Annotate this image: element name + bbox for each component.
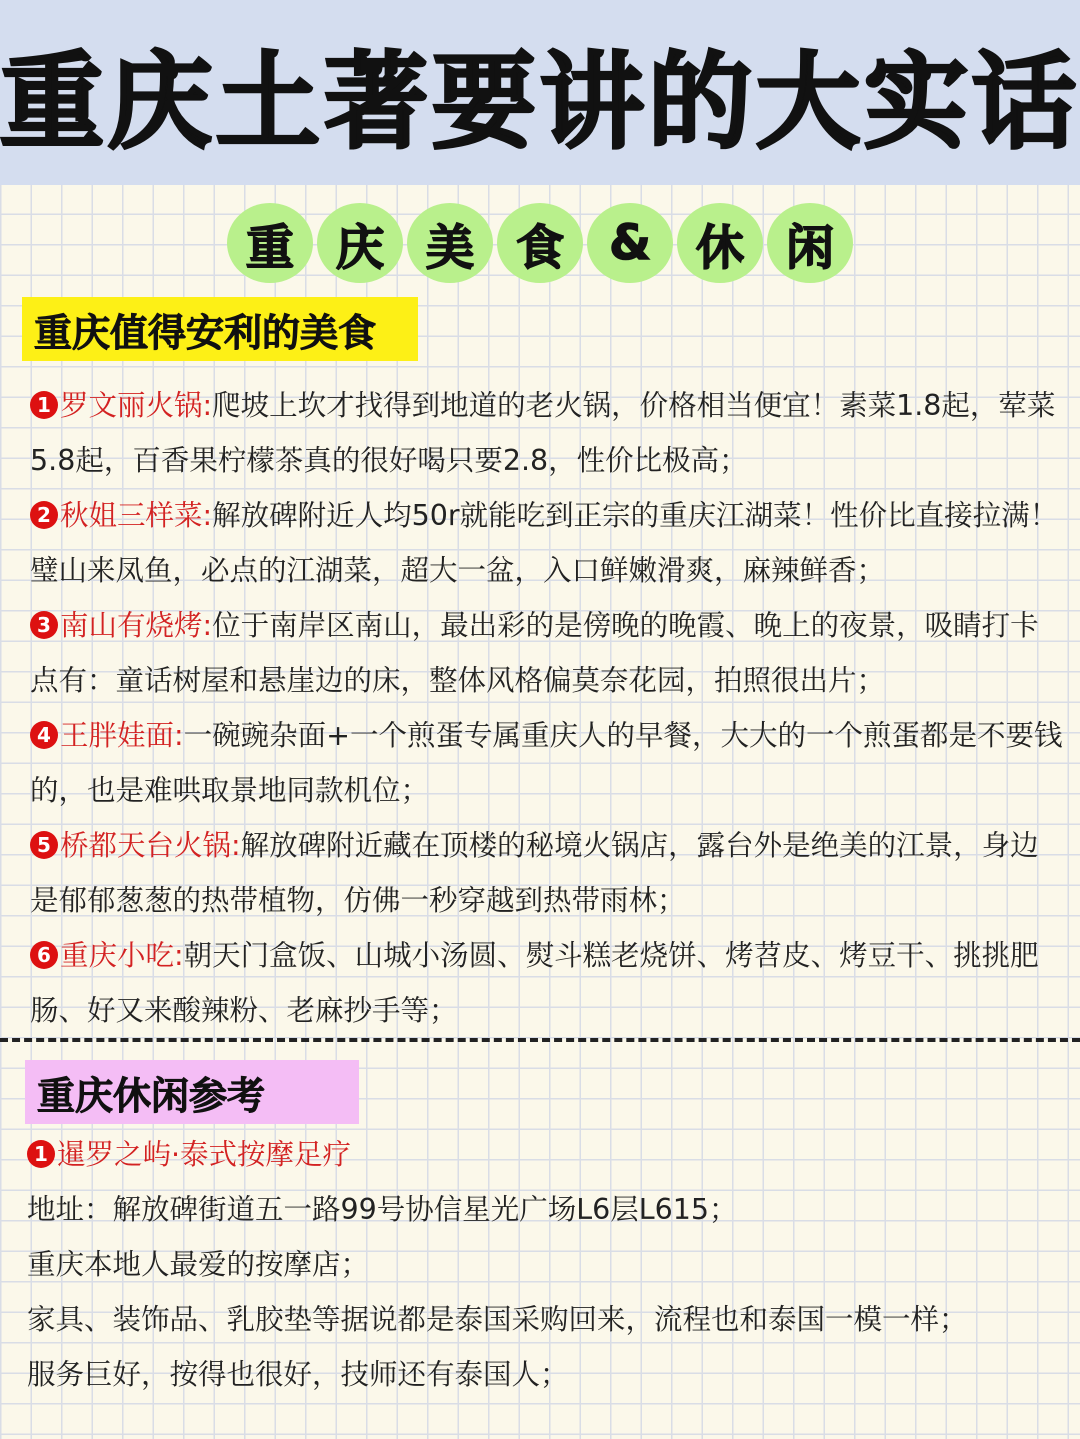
place-detail-line: 重庆本地人最爱的按摩店； [27,1248,370,1281]
list-item [30,928,1065,1038]
food-list [30,378,1065,1038]
place-detail-line: 家具、装饰品、乳胶垫等据说都是泰国采购回来，流程也和泰国一模一样； [27,1303,968,1336]
tag-pill: 重 [227,203,313,283]
topic-tags [0,203,1080,285]
restaurant-name: 王胖娃面: [60,719,184,752]
header-banner [0,0,1080,185]
list-item [30,598,1065,708]
tag-pill: 闲 [767,203,853,283]
dashed-divider [0,1038,1080,1042]
item-description: 位于南岸区南山，最出彩的是傍晚的晚霞、晚上的夜景，吸睛打卡点有：童话树屋和悬崖边的床，整体风格偏莫奈花园，拍照很出片； [30,609,1039,697]
list-item [30,488,1065,598]
number-badge: 2 [30,501,58,529]
restaurant-name: 南山有烧烤: [60,609,213,642]
tag-pill: 美 [407,203,493,283]
number-badge: 5 [30,831,58,859]
page-title: 重庆土著要讲的大实话 [0,40,1080,163]
restaurant-name: 罗文丽火锅: [60,389,213,422]
number-badge: 1 [30,391,58,419]
list-item [30,708,1065,818]
leisure-section-heading: 重庆休闲参考 [25,1060,359,1124]
restaurant-name: 重庆小吃: [60,939,184,972]
list-item [30,818,1065,928]
place-name: 暹罗之屿·泰式按摩足疗 [57,1138,352,1171]
restaurant-name: 桥都天台火锅: [60,829,241,862]
tag-pill: 休 [677,203,763,283]
list-item [30,378,1065,488]
item-description: 解放碑附近藏在顶楼的秘境火锅店，露台外是绝美的江景，身边是郁郁葱葱的热带植物，仿佛一秒穿越到热带雨林； [30,829,1039,917]
item-description: 爬坡上坎才找得到地道的老火锅，价格相当便宜！素菜1.8起，荤菜5.8起，百香果柠檬茶真的很好喝只要2.8，性价比极高； [30,389,1056,477]
number-badge: 3 [30,611,58,639]
number-badge: 4 [30,721,58,749]
item-description: 一碗豌杂面+一个煎蛋专属重庆人的早餐，大大的一个煎蛋都是不要钱的，也是难哄取景地同款机位； [30,719,1063,807]
place-detail-line: 服务巨好，按得也很好，技师还有泰国人； [27,1358,569,1391]
item-description: 解放碑附近人均50r就能吃到正宗的重庆江湖菜！性价比直接拉满！璧山来凤鱼，必点的江湖菜，超大一盆，入口鲜嫩滑爽，麻辣鲜香； [30,499,1059,587]
place-detail-line: 地址：解放碑街道五一路99号协信星光广场L6层L615； [27,1193,738,1226]
place-title [27,1127,1067,1182]
restaurant-name: 秋姐三样菜: [60,499,213,532]
number-badge: 1 [27,1140,55,1168]
tag-pill: & [587,203,673,283]
number-badge: 6 [30,941,58,969]
item-description: 朝天门盒饭、山城小汤圆、熨斗糕老烧饼、烤苕皮、烤豆干、挑挑肥肠、好又来酸辣粉、老麻抄手等； [30,939,1039,1027]
leisure-list [27,1127,1067,1402]
tag-pill: 食 [497,203,583,283]
food-section-heading: 重庆值得安利的美食 [22,297,418,361]
tag-pill: 庆 [317,203,403,283]
